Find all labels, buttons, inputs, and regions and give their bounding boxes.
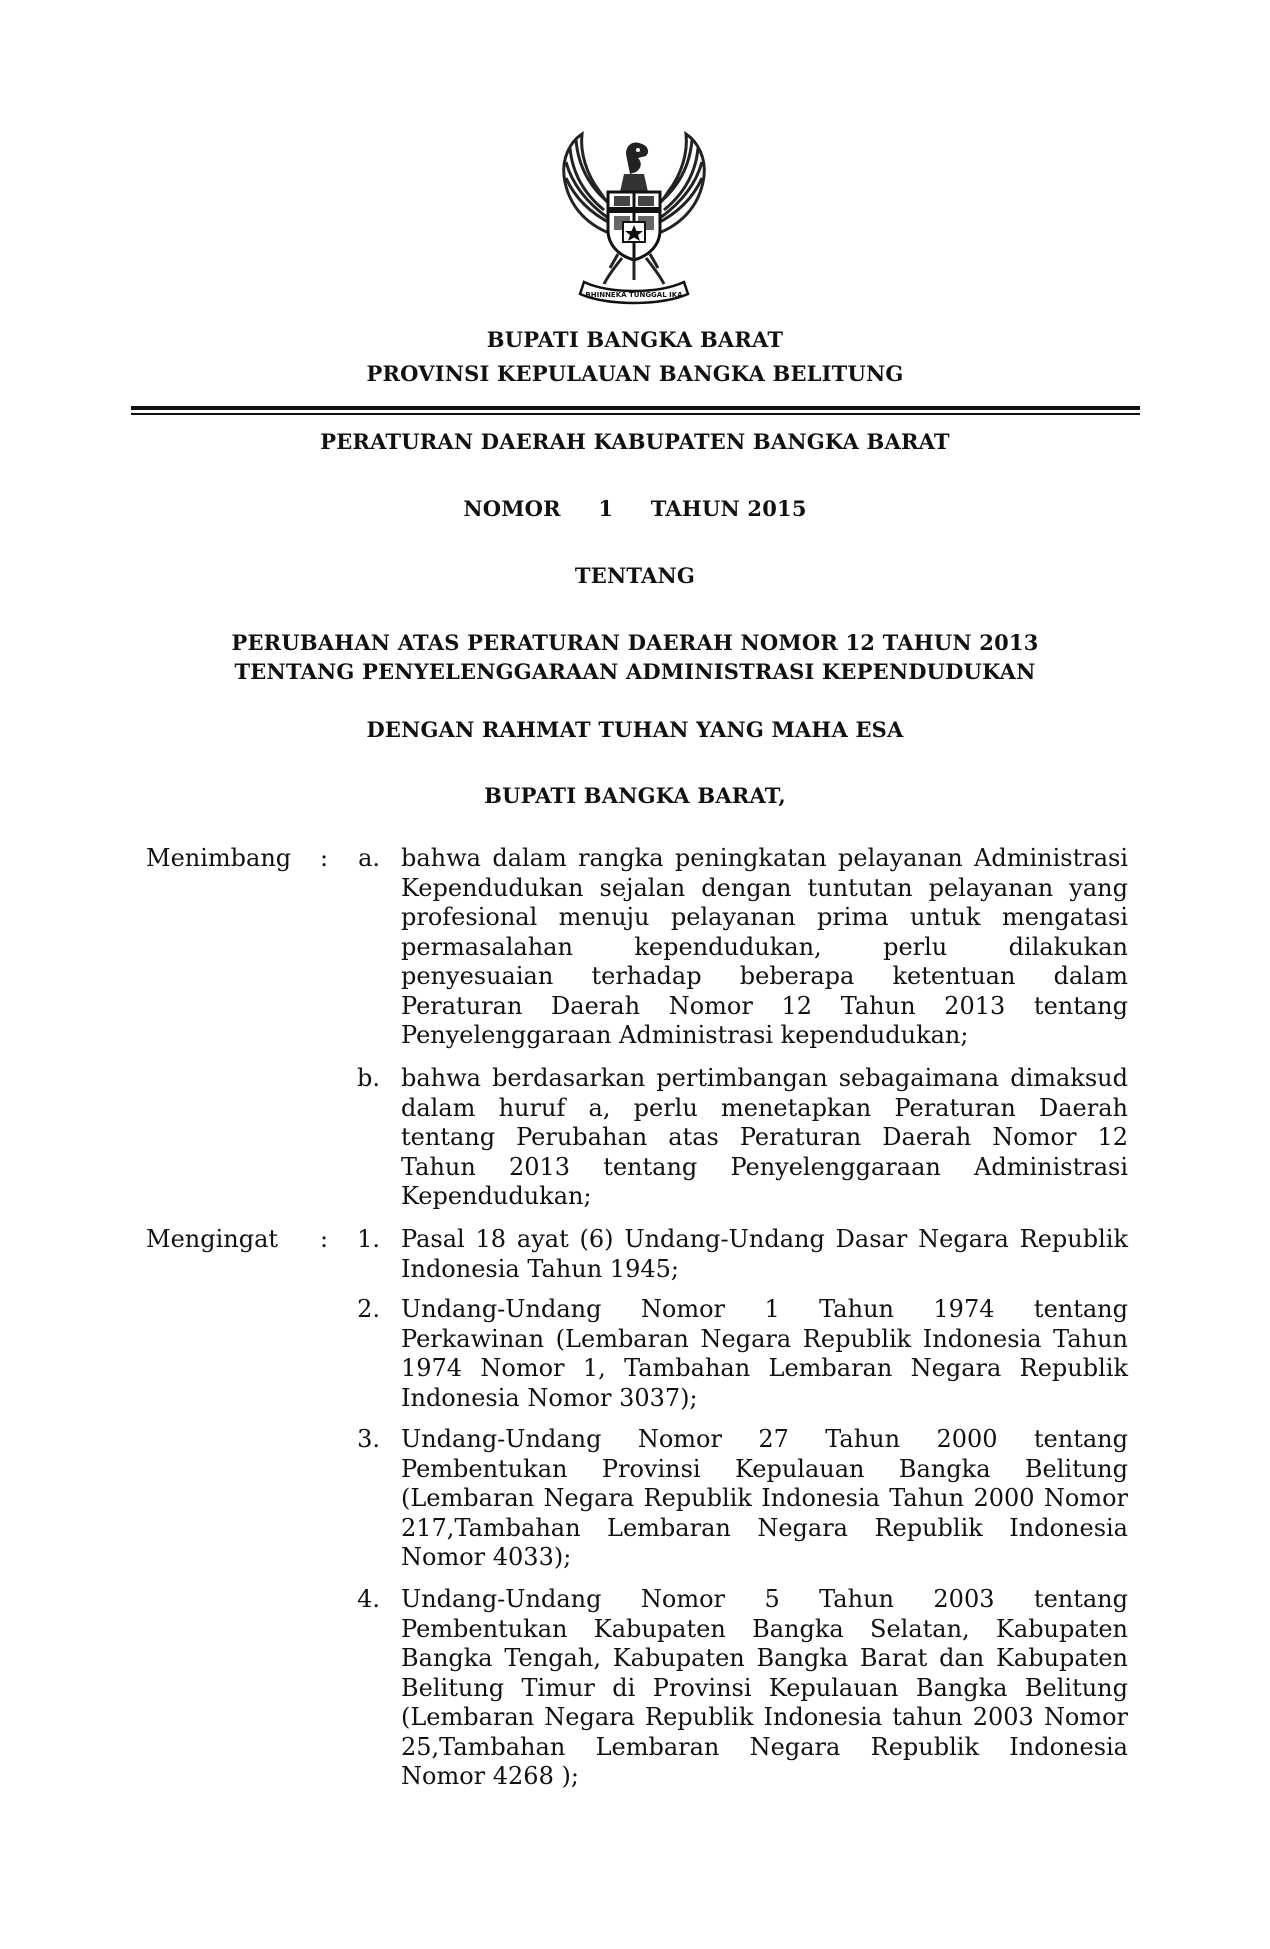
text-line: penyesuaian terhadap beberapa ketentuan dalam — [401, 962, 1128, 990]
header-divider-thin — [131, 413, 1140, 415]
text-line: Belitung Timur di Provinsi Kepulauan Bangka Belitung — [401, 1673, 1128, 1702]
text-line: 217,Tambahan Lembaran Negara Republik Indonesia — [401, 1513, 1128, 1542]
text-line: bahwa dalam rangka peningkatan pelayanan Administrasi — [401, 844, 1128, 872]
text-line: Undang-Undang Nomor 27 Tahun 2000 tentang — [401, 1425, 1128, 1453]
mengingat-label: Mengingat — [146, 1225, 279, 1253]
text-line: (Lembaran Negara Republik Indonesia tahun 2003 Nomor — [401, 1703, 1128, 1731]
text-line: Undang-Undang Nomor 5 Tahun 2003 tentang — [401, 1585, 1128, 1613]
text-line: Peraturan Daerah Nomor 12 Tahun 2013 tentang — [401, 991, 1128, 1020]
text-line: permasalahan kependudukan, perlu dilakukan — [401, 932, 1128, 961]
text-line: 25,Tambahan Lembaran Negara Republik Indonesia — [401, 1732, 1128, 1761]
blessing-line: DENGAN RAHMAT TUHAN YANG MAHA ESA — [366, 717, 904, 742]
mengingat-item-2 — [401, 1295, 1128, 1413]
text-line: Undang-Undang Nomor 1 Tahun 1974 tentang — [401, 1295, 1128, 1323]
text-line: dalam huruf a, perlu menetapkan Peraturan Daerah — [401, 1093, 1128, 1122]
text-line: Perkawinan (Lembaran Negara Republik Indonesia Tahun — [401, 1324, 1128, 1353]
menimbang-colon: : — [320, 844, 329, 872]
text-line: (Lembaran Negara Republik Indonesia Tahun 2000 Nomor — [401, 1484, 1128, 1512]
mengingat-item-4-num: 4. — [357, 1585, 380, 1613]
mengingat-item-4 — [401, 1585, 1128, 1792]
header-title-line1: BUPATI BANGKA BARAT — [486, 327, 784, 352]
regulation-about: TENTANG — [574, 563, 696, 588]
text-line: 1974 Nomor 1, Tambahan Lembaran Negara Republik — [401, 1354, 1128, 1382]
text-line: Pasal 18 ayat (6) Undang-Undang Dasar Negara Republik — [401, 1225, 1128, 1253]
header-divider-thick — [131, 406, 1140, 410]
mengingat-item-1-num: 1. — [357, 1225, 380, 1253]
text-line: Pembentukan Kabupaten Bangka Selatan, Kabupaten — [401, 1614, 1128, 1643]
regulation-number: NOMOR 1 TAHUN 2015 — [463, 496, 807, 521]
header-title-line2: PROVINSI KEPULAUAN BANGKA BELITUNG — [366, 361, 904, 386]
menimbang-item-a — [401, 844, 1128, 1051]
text-line: Tahun 2013 tentang Penyelenggaraan Administrasi — [401, 1152, 1128, 1181]
text-line: Pembentukan Provinsi Kepulauan Bangka Belitung — [401, 1454, 1128, 1483]
text-line: Kependudukan sejalan dengan tuntutan pelayanan yang — [401, 873, 1128, 902]
text-line: Bangka Tengah, Kabupaten Bangka Barat dan Kabupaten — [401, 1644, 1128, 1672]
text-line: Nomor 4033); — [401, 1543, 572, 1571]
text-line: Indonesia Tahun 1945; — [401, 1254, 679, 1283]
regulation-title: PERATURAN DAERAH KABUPATEN BANGKA BARAT — [320, 429, 950, 454]
text-line: Indonesia Nomor 3037); — [401, 1383, 698, 1412]
text-line: profesional menuju pelayanan prima untuk mengatasi — [401, 903, 1128, 931]
mengingat-item-1 — [401, 1225, 1128, 1284]
text-line: bahwa berdasarkan pertimbangan sebagaimana dimaksud — [401, 1064, 1128, 1092]
menimbang-item-a-num: a. — [358, 844, 380, 872]
mengingat-item-2-num: 2. — [357, 1295, 380, 1323]
menimbang-label: Menimbang — [146, 844, 292, 872]
menimbang-item-b-num: b. — [357, 1064, 380, 1092]
mengingat-colon: : — [320, 1225, 329, 1253]
text-line: Penyelenggaraan Administrasi kependudukan; — [401, 1021, 969, 1049]
text-line: Kependudukan; — [401, 1182, 592, 1210]
mengingat-item-3 — [401, 1425, 1128, 1573]
menimbang-item-b — [401, 1064, 1128, 1212]
mengingat-item-3-num: 3. — [357, 1425, 380, 1453]
text-line: Nomor 4268 ); — [401, 1762, 579, 1790]
regulation-subject-line2: TENTANG PENYELENGGARAAN ADMINISTRASI KEPENDUDUKAN — [234, 659, 1036, 684]
garuda-emblem-icon — [530, 118, 738, 306]
text-line: tentang Perubahan atas Peraturan Daerah Nomor 12 — [401, 1123, 1128, 1151]
authority-line: BUPATI BANGKA BARAT, — [484, 783, 786, 808]
regulation-subject-line1: PERUBAHAN ATAS PERATURAN DAERAH NOMOR 12 TAHUN 2013 — [231, 630, 1039, 655]
svg-text:BHINNEKA TUNGGAL IKA: BHINNEKA TUNGGAL IKA — [585, 291, 683, 299]
